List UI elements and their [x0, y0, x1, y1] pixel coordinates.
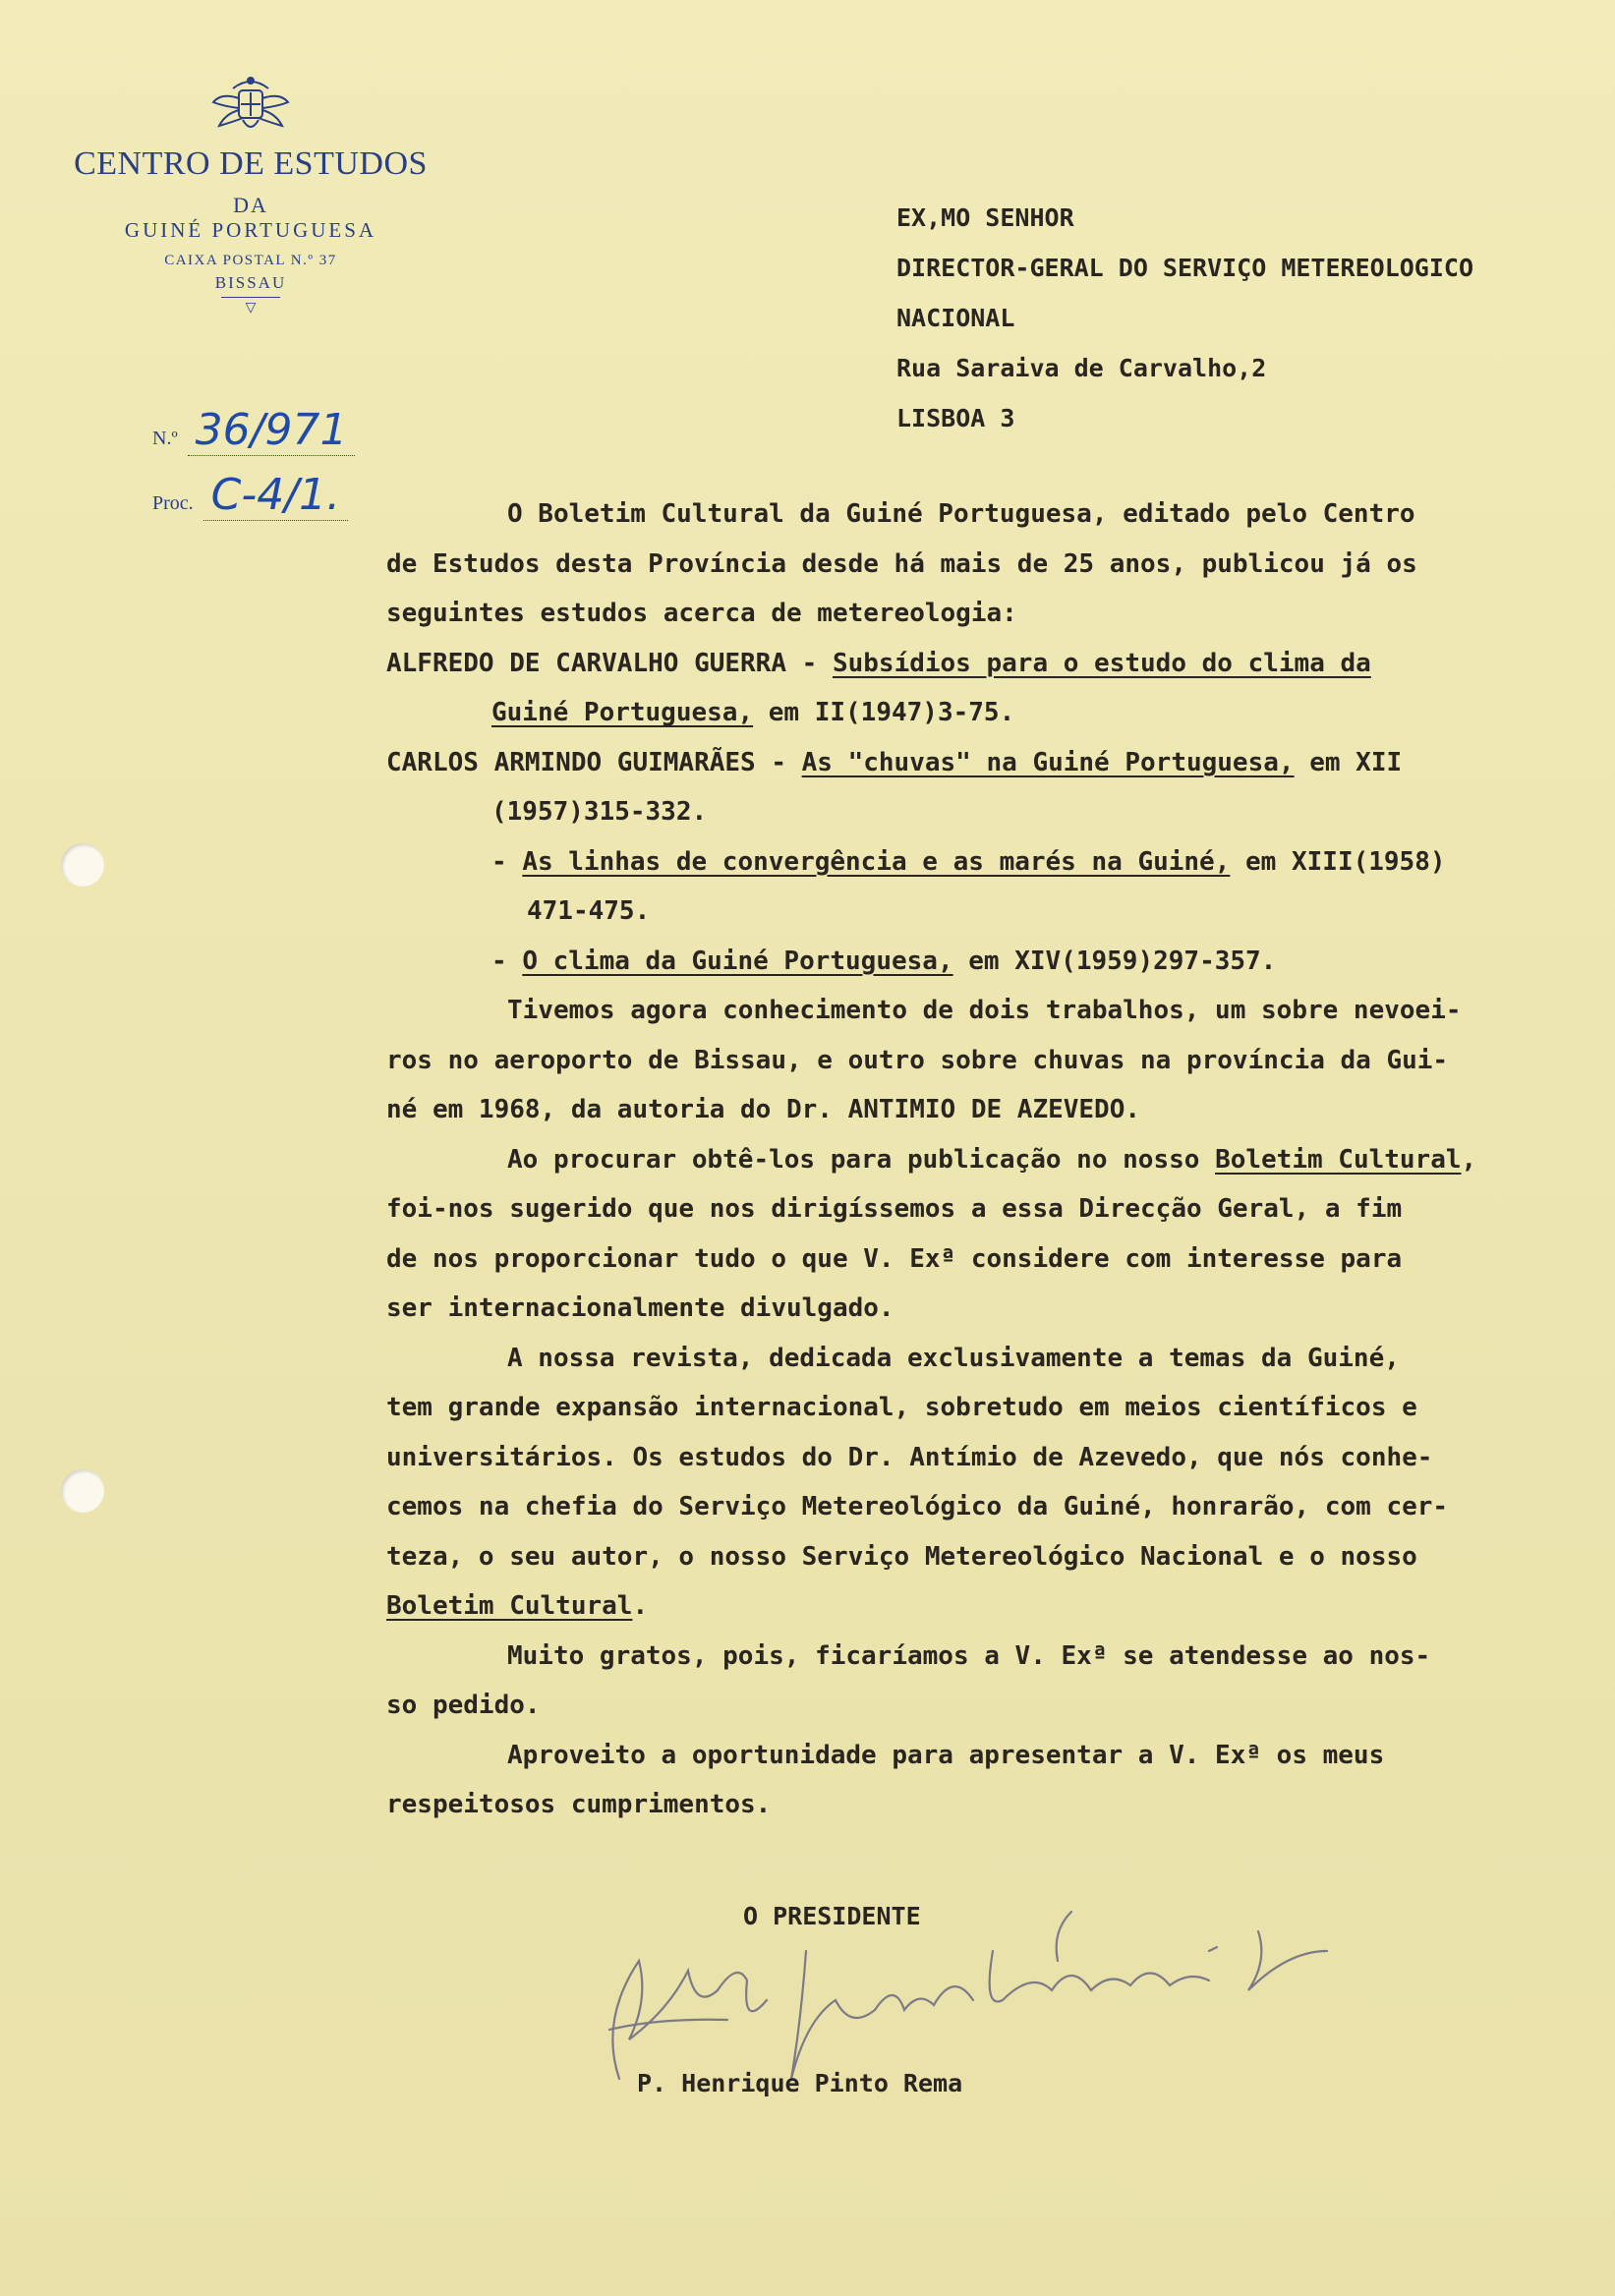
process-value: C-4/1.: [203, 470, 348, 521]
letter-body: [386, 489, 1605, 1830]
reference-entry: - As linhas de convergência e as marés na Guiné, em XIII(1958): [491, 846, 1446, 877]
institution-city: BISSAU: [214, 273, 287, 292]
process-number: [152, 470, 348, 521]
reference-entry-cont: Guiné Portuguesa, em II(1947)3-75.: [491, 698, 1015, 727]
reference-number-value: 36/971: [188, 405, 356, 456]
body-line: de nos proporcionar tudo o que V. Exª considere com interesse para: [386, 1243, 1403, 1274]
reference-entry: - O clima da Guiné Portuguesa, em XIV(1959)297-357.: [491, 946, 1277, 976]
body-line: tem grande expansão internacional, sobretudo em meios científicos e: [386, 1393, 1417, 1422]
reference-entry-cont: 471-475.: [527, 896, 651, 926]
institution-name: CENTRO DE ESTUDOS: [74, 145, 428, 182]
body-line: né em 1968, da autoria do Dr. ANTIMIO DE AZEVEDO.: [386, 1095, 1141, 1124]
address-line: Rua Saraiva de Carvalho,2: [896, 354, 1267, 382]
institution-region: GUINÉ PORTUGUESA: [124, 218, 377, 242]
signatory-name: P. Henrique Pinto Rema: [637, 2069, 963, 2097]
reference-entry: CARLOS ARMINDO GUIMARÃES - As "chuvas" na Guiné Portuguesa, em XII: [386, 747, 1403, 777]
reference-entry-cont: (1957)315-332.: [491, 797, 708, 827]
reference-entry: ALFREDO DE CARVALHO GUERRA - Subsídios para o estudo do clima da: [386, 648, 1371, 678]
body-line: foi-nos sugerido que nos dirigíssemos a essa Direcção Geral, a fim: [386, 1194, 1403, 1224]
body-line: seguintes estudos acerca de metereologia:: [386, 599, 1017, 628]
address-line: DIRECTOR-GERAL DO SERVIÇO METEREOLOGICO: [896, 254, 1473, 282]
letterhead-rule: [221, 297, 280, 298]
coat-of-arms-icon: [203, 69, 298, 140]
reference-number-label: N.º: [152, 428, 178, 449]
body-line: Ao procurar obtê-los para publicação no nosso Boletim Cultural,: [507, 1144, 1477, 1175]
body-line: universitários. Os estudos do Dr. Antímio de Azevedo, que nós conhe-: [386, 1442, 1433, 1472]
body-line: Muito gratos, pois, ficaríamos a V. Exª se atendesse ao nos-: [507, 1640, 1431, 1671]
body-line: O Boletim Cultural da Guiné Portuguesa, editado pelo Centro: [507, 499, 1415, 529]
body-line: de Estudos desta Província desde há mais de 25 anos, publicou já os: [386, 548, 1417, 579]
body-line: ros no aeroporto de Bissau, e outro sobre chuvas na província da Gui-: [386, 1045, 1449, 1075]
address-line: NACIONAL: [896, 304, 1015, 332]
institution-da: DA: [233, 193, 268, 217]
punch-hole-top: [61, 843, 104, 887]
body-line: so pedido.: [386, 1691, 541, 1720]
body-line: Tivemos agora conhecimento de dois trabalhos, um sobre nevoei-: [507, 996, 1462, 1025]
punch-hole-bottom: [61, 1469, 104, 1513]
process-label: Proc.: [152, 492, 194, 514]
recipient-address: [896, 193, 1473, 443]
letterhead: [59, 69, 442, 316]
handwritten-signature: [580, 1892, 1396, 2089]
body-line: cemos na chefia do Serviço Metereológico da Guiné, honrarão, com cer-: [386, 1492, 1449, 1521]
postal-box: CAIXA POSTAL N.º 37: [164, 253, 337, 268]
letterhead-ornament-icon: ▽: [245, 301, 257, 316]
body-line: respeitosos cumprimentos.: [386, 1790, 772, 1819]
body-line: Aproveito a oportunidade para apresentar a V. Exª os meus: [507, 1740, 1385, 1770]
body-line: Boletim Cultural.: [386, 1591, 649, 1621]
address-line: EX,MO SENHOR: [896, 203, 1074, 232]
reference-number: [152, 405, 355, 456]
signatory-title: O PRESIDENTE: [743, 1902, 921, 1930]
body-line: ser internacionalmente divulgado.: [386, 1293, 894, 1323]
address-line: LISBOA 3: [896, 404, 1015, 432]
body-line: teza, o seu autor, o nosso Serviço Metereológico Nacional e o nosso: [386, 1541, 1417, 1572]
body-line: A nossa revista, dedicada exclusivamente a temas da Guiné,: [507, 1343, 1400, 1373]
